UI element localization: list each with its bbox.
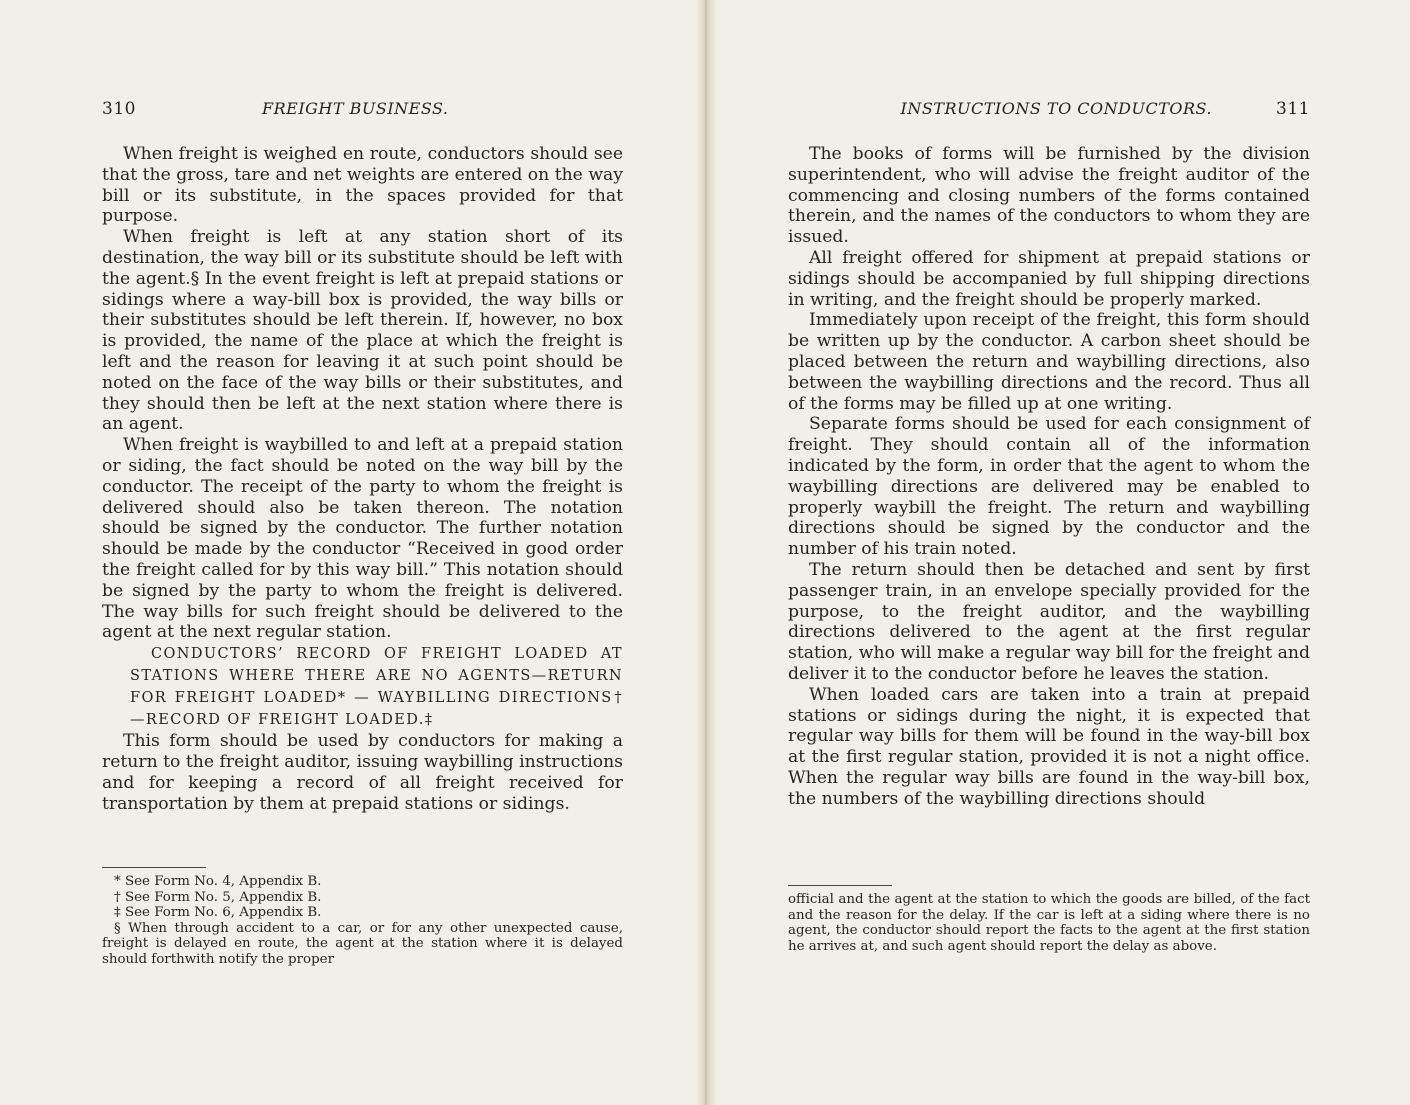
page-number-left: 310 <box>102 99 136 119</box>
left-page <box>102 0 623 1105</box>
paragraph: When freight is waybilled to and left at a prepaid station or siding, the fact should be noted on the way bill by the conductor. The receipt of the party to whom the freight is delivered should also be taken thereon. The notation should be signed by the conductor. The further notation should be made by the conductor “Received in good order the freight called for by this way bill.” This notation should be signed by the party to whom the freight is delivered. The way bills for such freight should be delivered to the agent at the next regular station. <box>102 435 623 643</box>
paragraph: The return should then be detached and sent by first passenger train, in an envelope specially provided for the purpose, to the freight auditor, and the waybilling directions delivered to the agent at the first regular station, who will make a regular way bill for the freight and deliver it to the conductor before he leaves the station. <box>788 559 1310 684</box>
right-body-text <box>788 144 1310 810</box>
footnote: † See Form No. 5, Appendix B. <box>114 889 322 905</box>
footnote-continuation: official and the agent at the station to which the goods are billed, of the fact and the reason for the delay. If the car is left at a siding where there is no agent, the conductor should report the facts to the agent at the first station he arrives at, and such agent should report the delay as above. <box>788 892 1310 954</box>
left-running-head <box>102 99 623 121</box>
left-footnotes <box>102 874 623 968</box>
footnote-rule <box>102 867 206 868</box>
right-page <box>788 0 1310 1105</box>
paragraph: When freight is left at any station short of its destination, the way bill or its substitute should be left with the agent.§ In the event freight is left at prepaid stations or sidings where a way-bill box is provided, the way bills or their substitutes should be left therein. If, however, no box is provided, the name of the place at which the freight is left and the reason for leaving it at such point should be noted on the face of the way bills or their substitutes, and they should then be left at the next station where there is an agent. <box>102 227 624 435</box>
paragraph: This form should be used by conductors for making a return to the freight auditor, issuing waybilling instructions and for keeping a record of all freight received for transportation by them at prepaid stations or sidings. <box>102 731 623 814</box>
section-heading: CONDUCTORS’ RECORD OF FREIGHT LOADED AT STATIONS WHERE THERE ARE NO AGENTS—RETURN FOR FREIGHT LOADED* — WAYBILLING DIRECTIONS†—RECORD OF FREIGHT LOADED.‡ <box>130 646 623 729</box>
book-gutter <box>696 0 716 1105</box>
paragraph: All freight offered for shipment at prepaid stations or sidings should be accompanied by full shipping directions in writing, and the freight should be properly marked. <box>788 247 1310 310</box>
running-title-left: FREIGHT BUSINESS. <box>262 99 449 118</box>
footnote-rule <box>788 885 892 886</box>
paragraph: The books of forms will be furnished by the division superintendent, who will advise the freight auditor of the commencing and closing numbers of the forms contained therein, and the names of the conductors to whom they are issued. <box>788 144 1310 248</box>
paragraph: Separate forms should be used for each consignment of freight. They should contain all of the information indicated by the form, in order that the agent to whom the waybilling directions are delivered may be enabled to properly waybill the freight. The return and waybilling directions should be signed by the conductor and the number of his train noted. <box>788 414 1310 560</box>
footnote: * See Form No. 4, Appendix B. <box>114 874 322 889</box>
page-number-right: 311 <box>1276 99 1310 119</box>
footnote: § When through accident to a car, or for any other unexpected cause, freight is delayed en route, the agent at the station where it is delayed should forthwith notify the proper <box>102 920 623 967</box>
right-footnotes <box>788 892 1310 954</box>
paragraph: When loaded cars are taken into a train at prepaid stations or sidings during the night, it is expected that regular way bills for them will be found in the way-bill box at the first regular station, provided it is not a night office. When the regular way bills are found in the way-bill box, the numbers of the waybilling directions should <box>788 684 1310 809</box>
paragraph: Immediately upon receipt of the freight, this form should be written up by the conductor. A carbon sheet should be placed between the return and waybilling directions, also between the waybilling directions and the record. Thus all of the forms may be filled up at one writing. <box>788 310 1310 414</box>
paragraph: When freight is weighed en route, conductors should see that the gross, tare and net weights are entered on the way bill or its substitute, in the spaces provided for that purpose. <box>102 144 623 227</box>
right-running-head <box>788 99 1310 121</box>
left-body-text <box>102 144 623 814</box>
footnote: ‡ See Form No. 6, Appendix B. <box>114 905 322 921</box>
running-title-right: INSTRUCTIONS TO CONDUCTORS. <box>900 99 1212 118</box>
